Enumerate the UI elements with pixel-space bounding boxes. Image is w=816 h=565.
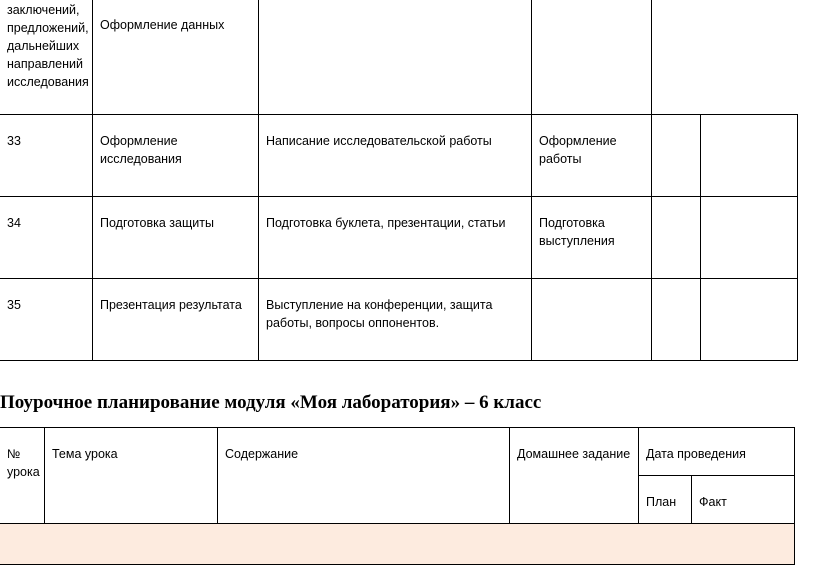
column-header-content: Содержание [218, 428, 510, 524]
table-cell [532, 0, 652, 115]
table-cell: Подготовка выступления [532, 197, 652, 279]
table-cell: Презентация результата [93, 279, 259, 361]
lesson-plan-table [0, 427, 795, 565]
table-cell [532, 279, 652, 361]
table-cell-empty [701, 279, 798, 361]
table-cell-empty [701, 197, 798, 279]
column-header-plan: План [639, 476, 692, 524]
table-cell: Написание исследовательской работы [259, 115, 532, 197]
table-row [0, 0, 798, 115]
column-header-number: № урока [0, 428, 45, 524]
column-header-fact: Факт [692, 476, 795, 524]
table-row [0, 197, 798, 279]
table-header-row [0, 428, 795, 476]
table-cell: 33 [0, 115, 93, 197]
table-cell [259, 0, 532, 115]
table-cell: Подготовка защиты [93, 197, 259, 279]
table-cell: Оформление данных [93, 0, 259, 115]
column-header-topic: Тема урока [45, 428, 218, 524]
table-cell-empty [652, 0, 701, 115]
table-cell: 35 [0, 279, 93, 361]
table-cell-highlighted [0, 524, 795, 565]
table-row [0, 524, 795, 565]
column-header-date: Дата проведения [639, 428, 795, 476]
table-cell-empty [652, 197, 701, 279]
table-cell-empty [652, 115, 701, 197]
column-header-homework: Домашнее задание [510, 428, 639, 524]
table-row [0, 279, 798, 361]
table-cell-empty [701, 115, 798, 197]
table-cell: Оформление исследования [93, 115, 259, 197]
table-cell: Подготовка буклета, презентации, статьи [259, 197, 532, 279]
section-heading: Поурочное планирование модуля «Моя лаборатория» – 6 класс [0, 392, 542, 413]
table-row [0, 115, 798, 197]
table-cell: Оформление работы [532, 115, 652, 197]
table-cell-empty [701, 0, 798, 115]
table-cell: 34 [0, 197, 93, 279]
table-cell: Выступление на конференции, защита работы, вопросы оппонентов. [259, 279, 532, 361]
table-cell: заключений, предложений, дальнейших направлений исследования [0, 0, 93, 115]
table-cell-empty [652, 279, 701, 361]
